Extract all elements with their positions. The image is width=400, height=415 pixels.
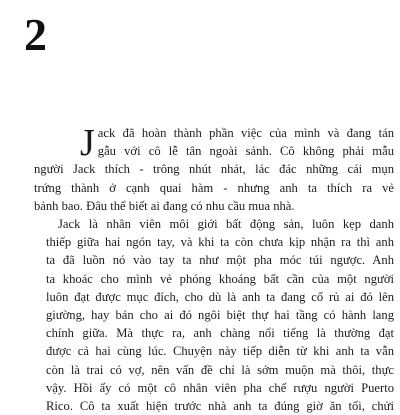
text-line: trứng thành ở cạnh quai hàm - nhưng anh ta thích ra vẻ [34, 180, 394, 195]
text-line: ack đã hoàn thành phần việc của mình và đang tán [97, 126, 394, 140]
text-line: bảnh bao. Đâu thể biết ai đang có nhu cầu mua nhà. [34, 198, 295, 213]
paragraph-2 [34, 215, 394, 415]
text-line: chính giữa. Mà thực ra, anh chàng nổi tiếng là thường đạt [46, 326, 394, 341]
text-line: ta đã luồn nó vào tay ta như một pha móc túi ngược. Anh [46, 253, 394, 268]
text-line: giường, hay bán cho ai đó ngôi biệt thự hai tầng có hành lang [46, 308, 394, 323]
text-line: còn là trai có vợ, nên vấn đề chỉ là sớm muộn mà thôi, thực [46, 362, 394, 377]
text-line: người Jack thích - trông nhút nhát, lác đác những cái mụn [34, 162, 394, 177]
chapter-number: 2 [24, 9, 47, 60]
text-line: luôn đạt được mục đích, cho dù là anh ta đang cố rủ ai đó lên [46, 289, 394, 304]
text-line: ta khoác cho mình vẻ phóng khoáng bất cần của một người [46, 271, 394, 286]
chapter-body [34, 122, 394, 415]
text-line: gẫu với cô lễ tân ngoài sảnh. Cô không phải mẫu [97, 144, 394, 159]
text-line: Jack là nhân viên môi giới bất động sản, luôn kẹp danh [58, 217, 394, 232]
text-line: vậy. Hồi ấy có một cô nhân viên pha chế rượu người Puerto [46, 380, 394, 395]
text-line: Rico. Cô ta xuất hiện trước nhà anh ta đúng giờ ăn tối, chửi [46, 399, 394, 414]
paragraph-1 [34, 122, 394, 215]
text-line: thiếp giữa hai ngón tay, và khi ta còn chưa kịp nhận ra thì anh [46, 235, 394, 250]
text-line: được cả hai cùng lúc. Chuyện này tiếp diễn từ khi anh ta vẫn [46, 344, 394, 359]
drop-cap: J [80, 122, 95, 164]
